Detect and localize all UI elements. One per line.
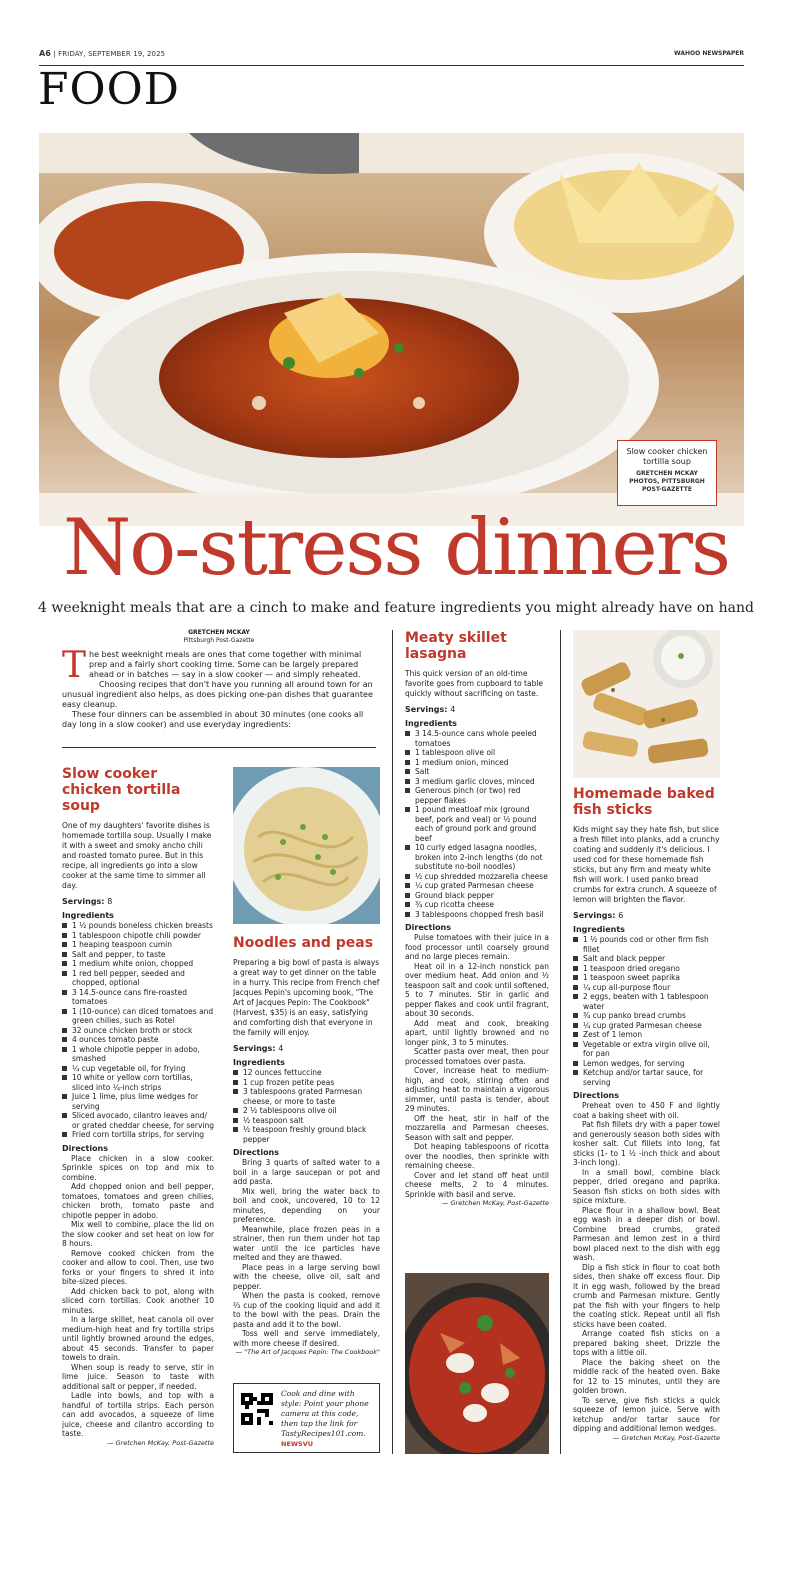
ingredient-item: 3 14.5-ounce cans whole peeled tomatoes: [405, 729, 549, 748]
directions-heading: Directions: [62, 1143, 109, 1153]
ingredient-item: 1 ½ pounds cod or other firm fish fillet: [573, 935, 720, 954]
direction-step: Pat fish fillets dry with a paper towel and generously season both sides with kosher salt. Cut fillets into long, fat sticks (1- to 1 ½ -inch thick and about 3-inch long).: [573, 1120, 720, 1167]
ingredient-item: ¼ cup grated Parmesan cheese: [405, 881, 549, 891]
section-divider: [62, 747, 376, 748]
subheadline: 4 weeknight meals that are a cinch to make and feature ingredients you might already have on hand: [37, 600, 754, 616]
direction-step: Off the heat, stir in half of the mozzarella and Parmesan cheeses. Season with salt and pepper.: [405, 1113, 549, 1142]
recipe-description: One of my daughters' favorite dishes is homemade tortilla soup. Usually I make it with a sweet and smoky ancho chili and roasted tomato puree. But in this recipe, all ingredients go into a slow cooker at the same time to simmer all day.: [62, 821, 212, 890]
direction-step: Add meat and cook, breaking apart, until lightly browned and no longer pink, 3 to 5 minutes.: [405, 1018, 549, 1047]
newspaper-name: WAHOO NEWSPAPER: [674, 50, 744, 57]
direction-step: Toss well and serve immediately, with more cheese if desired.: [233, 1329, 380, 1348]
direction-step: In a small bowl, combine black pepper, dried oregano and paprika. Season fish sticks on both sides with spice mixture.: [573, 1167, 720, 1205]
direction-step: Pulse tomatoes with their juice in a food processor until coarsely ground and no large pieces remain.: [405, 933, 549, 961]
author-name: GRETCHEN MCKAY: [188, 629, 250, 636]
ingredient-list: [233, 1068, 380, 1144]
ingredient-item: Salt and black pepper: [573, 954, 720, 964]
direction-step: When the pasta is cooked, remove ⅔ cup of the cooking liquid and add it to the bowl with the peas. Drain the pasta and add it to the bowl.: [233, 1291, 380, 1329]
ingredient-item: 1 ½ pounds boneless chicken breasts: [62, 921, 214, 931]
directions: [405, 933, 549, 1199]
ingredient-list: [405, 729, 549, 919]
recipe-description: Kids might say they hate fish, but slice a fresh fillet into planks, add a crunchy coating and suddenly it's delicious. I used cod for these homemade fish sticks, but any firm and meaty white fish will work. I used panko bread crumbs for extra crunch. A squeeze of lemon will brighten the flavor.: [573, 825, 720, 904]
recipe-title: Homemade baked fish sticks: [573, 786, 715, 818]
directions: [233, 1158, 380, 1348]
ingredient-item: 3 tablespoons chopped fresh basil: [405, 910, 549, 920]
ingredient-item: 1 heaping teaspoon cumin: [62, 940, 214, 950]
ingredient-item: ¼ cup all-purpose flour: [573, 983, 720, 993]
drop-cap: T: [62, 645, 87, 686]
ingredient-item: ¾ cup panko bread crumbs: [573, 1011, 720, 1021]
recipe-title: Slow cooker chicken tortilla soup: [62, 766, 181, 814]
ingredient-item: 2 ½ tablespoons olive oil: [233, 1106, 380, 1116]
header-separator: |: [53, 50, 56, 58]
direction-step: Arrange coated fish sticks on a prepared baking sheet. Drizzle the tops with a little oil.: [573, 1329, 720, 1357]
ingredient-item: Juice 1 lime, plus lime wedges for serving: [62, 1092, 214, 1111]
directions: [573, 1101, 720, 1434]
ingredient-item: 1 pound meatloaf mix (ground beef, pork and veal) or ½ pound each of ground pork and ground beef: [405, 805, 549, 843]
direction-step: Add chopped onion and bell pepper, tomatoes, tomatoes and green chilies, chicken broth, tomato paste and chipotle pepper in adobo.: [62, 1182, 214, 1220]
direction-step: Dip a fish stick in flour to coat both sides, then shake off excess flour. Dip it in egg wash, followed by the bread crumb and Parmesan mixture. Gently pat the fish with your fingers to help the coating stick. Repeat until all fish sticks have been coated.: [573, 1262, 720, 1329]
lasagna-image: [405, 1273, 549, 1454]
recipe-description: Preparing a big bowl of pasta is always a great way to get dinner on the table in a hurry. This recipe from French chef Jacques Pepin's upcoming book, "The Art of Jacques Pepin: The Cookbook" (Harvest, $35) is an easy, satisfying and comforting dish that everyone in the family will enjoy.: [233, 958, 380, 1037]
byline: [62, 629, 376, 645]
servings-label: Servings:: [233, 1044, 276, 1053]
ingredients-heading: Ingredients: [573, 925, 625, 934]
ingredient-item: Salt: [405, 767, 549, 777]
servings: [62, 896, 214, 907]
newsvu-logo: NEWSVU: [281, 1440, 314, 1448]
ingredient-item: 1 (10-ounce) can diced tomatoes and green chilies, such as Rotel: [62, 1007, 214, 1026]
direction-step: Mix well, bring the water back to boil and cook, uncovered, 10 to 12 minutes, depending on your preference.: [233, 1186, 380, 1224]
ingredient-item: 1 teaspoon dried oregano: [573, 964, 720, 974]
column-rule: [560, 630, 561, 1454]
ingredient-item: 3 tablespoons grated Parmesan cheese, or more to taste: [233, 1087, 380, 1106]
qr-promo[interactable]: [233, 1383, 380, 1453]
ingredient-item: ¼ cup grated Parmesan cheese: [573, 1021, 720, 1031]
recipe-credit: — Gretchen McKay, Post-Gazette: [612, 1433, 720, 1442]
ingredient-item: ½ cup shredded mozzarella cheese: [405, 872, 549, 882]
ingredient-item: 1 whole chipotle pepper in adobo, smashed: [62, 1045, 214, 1064]
ingredient-item: 1 red bell pepper, seeded and chopped, optional: [62, 969, 214, 988]
intro-paragraph: [62, 645, 376, 686]
servings: [233, 1043, 380, 1054]
direction-step: Bring 3 quarts of salted water to a boil in a large saucepan or pot and add pasta.: [233, 1158, 380, 1186]
ingredient-item: 10 curly edged lasagna noodles, broken into 2-inch lengths (do not substitute no-boil noodles): [405, 843, 549, 872]
author-org: Pittsburgh Post-Gazette: [183, 637, 255, 644]
fish-sticks-photo: [573, 630, 720, 778]
ingredient-item: 1 tablespoon chipotle chili powder: [62, 931, 214, 941]
ingredient-list: [573, 935, 720, 1087]
servings: [405, 704, 549, 715]
recipe-title: Noodles and peas: [233, 935, 374, 951]
direction-step: Mix well to combine, place the lid on the slow cooker and set heat on low for 8 hours.: [62, 1220, 214, 1248]
ingredient-item: 4 ounces tomato paste: [62, 1035, 214, 1045]
directions-heading: Directions: [405, 923, 452, 932]
page-info: [39, 49, 165, 58]
noodles-image: [233, 767, 380, 924]
photo-caption: [617, 440, 717, 506]
intro-text: [62, 645, 376, 730]
ingredient-item: Lemon wedges, for serving: [573, 1059, 720, 1069]
recipe-soup: [62, 766, 214, 1456]
ingredient-item: ¾ cup ricotta cheese: [405, 900, 549, 910]
qr-code-icon[interactable]: [241, 1393, 273, 1425]
column-rule: [392, 630, 393, 1454]
ingredient-item: Fried corn tortilla strips, for serving: [62, 1130, 214, 1140]
direction-step: Place chicken in a slow cooker. Sprinkle spices on top and mix to combine.: [62, 1153, 214, 1182]
ingredient-item: 1 tablespoon olive oil: [405, 748, 549, 758]
ingredient-item: Sliced avocado, cilantro leaves and/ or grated cheddar cheese, for serving: [62, 1111, 214, 1130]
direction-step: Heat oil in a 12-inch nonstick pan over medium heat. Add onion and ½ teaspoon salt and cook until softened, 5 to 7 minutes. Stir in garlic and pepper flakes and cook until fragrant, about 30 seconds.: [405, 961, 549, 1018]
intro-p1: he best weeknight meals are ones that come together with minimal prep and a fairly short cooking time. Some can be largely prepared ahead or in batches — say in a slow cooker — and simply reheated.: [89, 650, 362, 679]
recipe-lasagna: [405, 630, 549, 1260]
ingredient-item: Vegetable or extra virgin olive oil, for pan: [573, 1040, 720, 1059]
ingredient-item: Zest of 1 lemon: [573, 1030, 720, 1040]
direction-step: Cover and let stand off heat until cheese melts, 2 to 4 minutes. Sprinkle with basil and serve.: [405, 1170, 549, 1199]
qr-caption: [281, 1389, 377, 1449]
ingredient-item: Ground black pepper: [405, 891, 549, 901]
ingredient-item: 1 teaspoon sweet paprika: [573, 973, 720, 983]
ingredient-item: Salt and pepper, to taste: [62, 950, 214, 960]
fish-sticks-image: [573, 630, 720, 778]
recipe-credit: — Gretchen McKay, Post-Gazette: [441, 1199, 549, 1207]
servings-label: Servings:: [573, 911, 616, 920]
servings-value: 4: [450, 705, 456, 714]
section-title: FOOD: [38, 64, 180, 115]
page-number: A6: [39, 49, 51, 58]
ingredient-item: Generous pinch (or two) red pepper flakes: [405, 786, 549, 805]
direction-step: Add chicken back to pot, along with sliced corn tortillas. Cook another 10 minutes.: [62, 1286, 214, 1315]
ingredient-item: 10 white or yellow corn tortillas, sliced into ¼-inch strips: [62, 1073, 214, 1092]
ingredients-heading: Ingredients: [62, 911, 114, 920]
servings-value: 4: [278, 1044, 284, 1053]
direction-step: Ladle into bowls, and top with a handful of tortilla strips. Each person can add avocados, a squeeze of lime juice, cheese and cilantro according to taste.: [62, 1391, 214, 1438]
ingredient-item: 1 medium white onion, chopped: [62, 959, 214, 969]
recipe-credit: — "The Art of Jacques Pepin: The Cookbook": [235, 1348, 380, 1356]
ingredient-item: ½ teaspoon salt: [233, 1116, 380, 1126]
issue-date: FRIDAY, SEPTEMBER 19, 2025: [58, 50, 166, 58]
ingredient-item: ½ teaspoon freshly ground black pepper: [233, 1125, 380, 1144]
servings-label: Servings:: [405, 705, 448, 714]
ingredient-item: 1 cup frozen petite peas: [233, 1078, 380, 1088]
caption-title: Slow cooker chicken tortilla soup: [626, 447, 708, 466]
servings-value: 8: [107, 897, 113, 906]
recipe-noodles: [233, 935, 380, 1375]
ingredient-item: 3 medium garlic cloves, minced: [405, 777, 549, 787]
direction-step: In a large skillet, heat canola oil over medium-high heat and fry tortilla strips until lightly browned around the edges, about 45 seconds. Transfer to paper towels to drain.: [62, 1315, 214, 1362]
servings-value: 6: [618, 911, 624, 920]
photo-credit: GRETCHEN MCKAY PHOTOS, PITTSBURGH POST-GAZETTE: [629, 470, 705, 493]
directions-heading: Directions: [573, 1091, 620, 1100]
ingredient-item: 2 eggs, beaten with 1 tablespoon water: [573, 992, 720, 1011]
direction-step: Meanwhile, place frozen peas in a strainer, then run them under hot tap water until the ice particles have melted and they are thawed.: [233, 1224, 380, 1262]
directions: [62, 1154, 214, 1439]
direction-step: Cover, increase heat to medium-high, and cook, stirring often and adjusting heat to maintain a vigorous simmer, until pasta is tender, about 29 minutes.: [405, 1066, 549, 1113]
ingredient-item: 3 14.5-ounce cans fire-roasted tomatoes: [62, 988, 214, 1007]
direction-step: Scatter pasta over meat, then pour processed tomatoes over pasta.: [405, 1047, 549, 1066]
ingredient-item: 32 ounce chicken broth or stock: [62, 1026, 214, 1036]
lasagna-photo: [405, 1273, 549, 1454]
direction-step: When soup is ready to serve, stir in lime juice. Season to taste with additional salt or pepper, if needed.: [62, 1362, 214, 1391]
direction-step: Place peas in a large serving bowl with the cheese, olive oil, salt and pepper.: [233, 1262, 380, 1291]
intro-paragraph: These four dinners can be assembled in about 30 minutes (one cooks all day long in a slow cooker) and use everyday ingredients:: [62, 710, 364, 729]
ingredient-item: ¼ cup vegetable oil, for frying: [62, 1064, 214, 1074]
headline: No-stress dinners: [62, 503, 730, 593]
direction-step: Place the baking sheet on the middle rack of the heated oven. Bake for 12 to 15 minutes, until they are golden brown.: [573, 1357, 720, 1395]
directions-heading: Directions: [233, 1148, 280, 1157]
ingredient-item: Ketchup and/or tartar sauce, for serving: [573, 1068, 720, 1087]
recipe-fish-sticks: [573, 786, 720, 1456]
qr-text: Cook and dine with style: Point your phone camera at this code, then tap the link for TastyRecipes101.com.: [281, 1389, 369, 1438]
ingredient-list: [62, 921, 214, 1140]
direction-step: Place flour in a shallow bowl. Beat egg wash in a deeper dish or bowl. Combine bread crumbs, grated Parmesan and lemon zest in a third bowl placed next to the dish with egg wash.: [573, 1205, 720, 1262]
direction-step: Remove cooked chicken from the cooker and allow to cool. Then, use two forks or your fingers to shred it into bite-sized pieces.: [62, 1248, 214, 1286]
direction-step: Dot heaping tablespoons of ricotta over the noodles, then sprinkle with remaining cheese.: [405, 1142, 549, 1170]
intro-paragraph: Choosing recipes that don't have you running all around town for an unusual ingredient also helps, as does picking one-pan dishes that guarantee easy cleanup.: [62, 680, 373, 709]
ingredient-item: 1 medium onion, minced: [405, 758, 549, 768]
ingredients-heading: Ingredients: [405, 719, 457, 728]
direction-step: Preheat oven to 450 F and lightly coat a baking sheet with oil.: [573, 1101, 720, 1120]
direction-step: To serve, give fish sticks a quick squeeze of lemon juice. Serve with ketchup and/or tartar sauce for dipping and additional lemon wedges.: [573, 1395, 720, 1433]
ingredients-heading: Ingredients: [233, 1058, 285, 1067]
servings-label: Servings:: [62, 897, 105, 906]
servings: [573, 910, 720, 921]
recipe-description: This quick version of an old-time favorite goes from cupboard to table quickly without sacrificing on taste.: [405, 669, 544, 698]
recipe-title: Meaty skillet lasagna: [405, 630, 507, 662]
noodles-photo: [233, 767, 380, 924]
ingredient-item: 12 ounces fettuccine: [233, 1068, 380, 1078]
recipe-credit: — Gretchen McKay, Post-Gazette: [106, 1438, 214, 1447]
